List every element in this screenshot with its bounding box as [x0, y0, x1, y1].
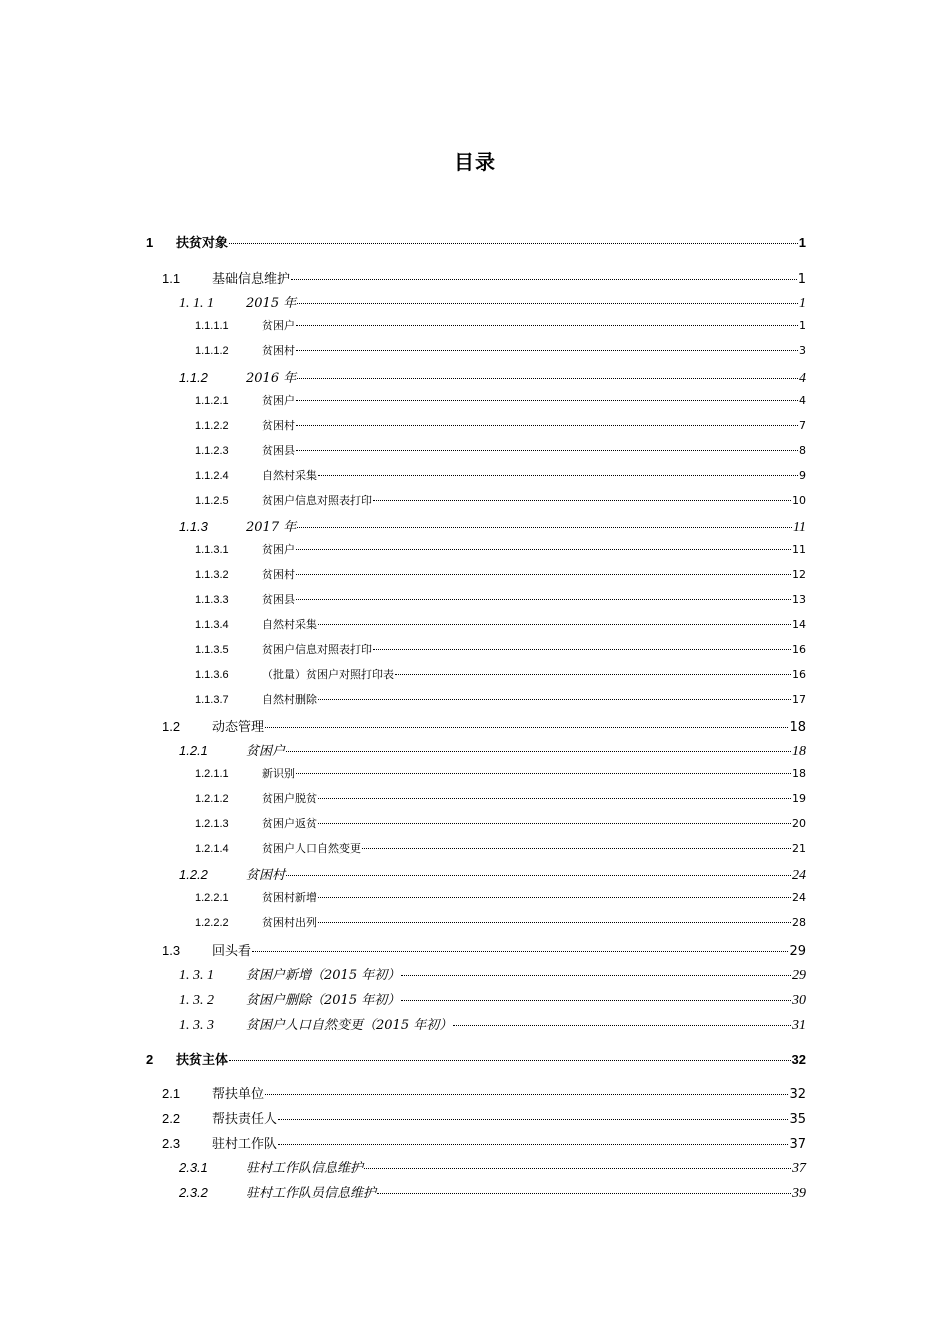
- toc-entry-label: 扶贫主体: [176, 1052, 229, 1067]
- toc-entry-label: 自然村采集: [262, 469, 317, 482]
- toc-entry-number: 1.1.3.1: [195, 544, 229, 556]
- toc-entry-page-number: 32: [791, 1052, 806, 1067]
- toc-dot-leader: [318, 798, 791, 799]
- toc-entry-number: 1.2.1.1: [195, 768, 229, 780]
- toc-entry-level-2[interactable]: [162, 1108, 806, 1126]
- toc-entry-level-4[interactable]: [195, 840, 806, 858]
- toc-dot-leader: [318, 922, 791, 923]
- toc-entry-level-4[interactable]: [195, 541, 806, 559]
- toc-entry-page-number: 4: [799, 394, 806, 407]
- toc-entry-label: 回头看: [212, 944, 252, 959]
- toc-entry-number: 1.1.3.5: [195, 644, 229, 656]
- toc-entry-label: 贫困户返贫: [262, 817, 317, 830]
- toc-dot-leader: [318, 624, 791, 625]
- toc-entry-level-3[interactable]: [179, 989, 806, 1007]
- toc-dot-leader: [395, 674, 791, 675]
- toc-entry-level-2[interactable]: [162, 940, 806, 958]
- toc-entry-page-number: 1: [798, 235, 806, 250]
- toc-dot-leader: [377, 1193, 791, 1194]
- toc-entry-level-4[interactable]: [195, 691, 806, 709]
- toc-entry-number: 2: [146, 1052, 154, 1067]
- toc-entry-page-number: 12: [792, 568, 806, 581]
- toc-dot-leader: [296, 599, 791, 600]
- toc-entry-page-number: 28: [792, 916, 806, 929]
- toc-entry-level-4[interactable]: [195, 317, 806, 335]
- toc-entry-page-number: 13: [792, 593, 806, 606]
- toc-dot-leader: [318, 823, 791, 824]
- toc-entry-label: 自然村删除: [262, 693, 317, 706]
- toc-entry-number: 1.1.3.6: [195, 669, 229, 681]
- toc-entry-level-4[interactable]: [195, 442, 806, 460]
- toc-entry-level-4[interactable]: [195, 342, 806, 360]
- toc-entry-label: 贫困村: [262, 419, 295, 432]
- toc-entry-level-4[interactable]: [195, 914, 806, 932]
- toc-dot-leader: [296, 549, 791, 550]
- toc-entry-label: （批量）贫困户对照打印表: [262, 668, 394, 681]
- toc-entry-level-4[interactable]: [195, 666, 806, 684]
- toc-entry-number: 1.2.1: [179, 743, 208, 758]
- toc-entry-level-2[interactable]: [162, 716, 806, 734]
- toc-dot-leader: [286, 875, 791, 876]
- toc-entry-number: 1.2.1.4: [195, 843, 229, 855]
- toc-entry-level-4[interactable]: [195, 641, 806, 659]
- toc-entry-label: 贫困户删除（2015 年初）: [246, 993, 401, 1008]
- toc-entry-level-2[interactable]: [162, 1133, 806, 1151]
- toc-entry-page-number: 16: [792, 643, 806, 656]
- toc-entry-label: 贫困户: [262, 319, 295, 332]
- toc-entry-label: 自然村采集: [262, 618, 317, 631]
- toc-entry-page-number: 10: [792, 494, 806, 507]
- toc-dot-leader: [373, 649, 791, 650]
- toc-entry-label: 贫困村新增: [262, 891, 317, 904]
- toc-entry-level-4[interactable]: [195, 467, 806, 485]
- toc-entry-label: 贫困县: [262, 593, 295, 606]
- toc-entry-page-number: 1: [799, 296, 806, 311]
- toc-entry-number: 1.1.1.2: [195, 345, 229, 357]
- toc-entry-level-3[interactable]: [179, 964, 806, 982]
- toc-dot-leader: [297, 303, 798, 304]
- toc-entry-label: 贫困村: [262, 344, 295, 357]
- toc-entry-level-1[interactable]: [146, 232, 806, 250]
- toc-entry-label: 2017 年: [246, 520, 297, 535]
- toc-entry-label: 2015 年: [246, 296, 297, 311]
- toc-entry-number: 1.2.2: [179, 867, 208, 882]
- toc-entry-level-2[interactable]: [162, 268, 806, 286]
- toc-entry-label: 动态管理: [212, 720, 265, 735]
- toc-entry-label: 基础信息维护: [212, 272, 291, 287]
- toc-entry-number: 2.1: [162, 1086, 181, 1101]
- toc-entry-label: 贫困户: [262, 394, 295, 407]
- toc-dot-leader: [297, 527, 792, 528]
- toc-entry-number: 1.1.2.4: [195, 470, 229, 482]
- toc-entry-number: 1.1.3: [179, 519, 208, 534]
- toc-entry-label: 扶贫对象: [176, 235, 229, 250]
- toc-entry-level-4[interactable]: [195, 790, 806, 808]
- toc-entry-number: 1.2.1.2: [195, 793, 229, 805]
- toc-entry-page-number: 3: [799, 344, 806, 357]
- toc-entry-number: 1.1.2.1: [195, 395, 229, 407]
- toc-entry-label: 贫困户信息对照表打印: [262, 494, 372, 507]
- toc-dot-leader: [229, 1060, 791, 1061]
- toc-entry-page-number: 14: [792, 618, 806, 631]
- toc-entry-page-number: 21: [792, 842, 806, 855]
- toc-entry-page-number: 37: [792, 1161, 806, 1176]
- toc-dot-leader: [296, 425, 798, 426]
- toc-entry-label: 驻村工作队员信息维护: [246, 1186, 377, 1201]
- toc-entry-number: 1.2.2.2: [195, 917, 229, 929]
- toc-entry-level-4[interactable]: [195, 492, 806, 510]
- toc-entry-number: 1.1.2: [179, 370, 208, 385]
- toc-entry-level-3[interactable]: [179, 864, 806, 882]
- toc-entry-page-number: 29: [789, 944, 806, 959]
- toc-entry-label: 贫困户: [246, 744, 286, 759]
- toc-entry-page-number: 32: [789, 1087, 806, 1102]
- toc-entry-level-3[interactable]: [179, 1157, 806, 1175]
- toc-entry-level-4[interactable]: [195, 889, 806, 907]
- toc-entry-page-number: 11: [793, 520, 806, 535]
- toc-dot-leader: [296, 325, 798, 326]
- toc-entry-level-3[interactable]: [179, 367, 806, 385]
- toc-entry-label: 新识别: [262, 767, 295, 780]
- toc-entry-number: 1.2.1.3: [195, 818, 229, 830]
- toc-entry-number: 2.2: [162, 1111, 181, 1126]
- toc-dot-leader: [373, 500, 791, 501]
- toc-entry-label: 2016 年: [246, 371, 297, 386]
- toc-entry-number: 1.3: [162, 943, 181, 958]
- toc-entry-number: 1.1.2.3: [195, 445, 229, 457]
- toc-entry-page-number: 20: [792, 817, 806, 830]
- toc-entry-label: 贫困县: [262, 444, 295, 457]
- toc-entry-label: 驻村工作队: [212, 1137, 278, 1152]
- toc-entry-label: 驻村工作队信息维护: [246, 1161, 364, 1176]
- toc-entry-page-number: 18: [792, 744, 806, 759]
- toc-entry-level-1[interactable]: [146, 1049, 806, 1067]
- toc-entry-label: 帮扶单位: [212, 1087, 265, 1102]
- toc-entry-number: 1.2.2.1: [195, 892, 229, 904]
- toc-entry-number: 1.1.1.1: [195, 320, 229, 332]
- toc-entry-level-4[interactable]: [195, 417, 806, 435]
- toc-entry-label: 贫困村出列: [262, 916, 317, 929]
- toc-entry-page-number: 4: [799, 371, 806, 386]
- toc-entry-number: 1: [146, 235, 154, 250]
- toc-entry-page-number: 29: [792, 968, 806, 983]
- toc-entry-label: 贫困村: [262, 568, 295, 581]
- toc-dot-leader: [296, 400, 798, 401]
- toc-entry-number: 2.3.1: [179, 1160, 208, 1175]
- toc-entry-number: 1. 3. 2: [179, 993, 214, 1008]
- toc-entry-number: 1. 1. 1: [179, 296, 214, 311]
- toc-entry-level-3[interactable]: [179, 1014, 806, 1032]
- toc-entry-number: 1. 3. 3: [179, 1018, 214, 1033]
- toc-dot-leader: [296, 450, 798, 451]
- toc-dot-leader: [296, 773, 791, 774]
- toc-entry-number: 1.1.3.7: [195, 694, 229, 706]
- toc-dot-leader: [278, 1119, 788, 1120]
- toc-entry-page-number: 31: [792, 1018, 806, 1033]
- toc-entry-level-3[interactable]: [179, 516, 806, 534]
- toc-entry-label: 贫困户新增（2015 年初）: [246, 968, 401, 983]
- toc-entry-label: 贫困村: [246, 868, 286, 883]
- toc-entry-number: 1.1.2.5: [195, 495, 229, 507]
- toc-entry-page-number: 35: [789, 1112, 806, 1127]
- toc-entry-label: 贫困户信息对照表打印: [262, 643, 372, 656]
- toc-entry-label: 贫困户人口自然变更（2015 年初）: [246, 1018, 453, 1033]
- toc-entry-number: 1.1.2.2: [195, 420, 229, 432]
- toc-entry-page-number: 11: [792, 543, 806, 556]
- toc-entry-page-number: 18: [792, 767, 806, 780]
- toc-entry-label: 贫困户: [262, 543, 295, 556]
- toc-entry-level-4[interactable]: [195, 566, 806, 584]
- toc-entry-label: 帮扶责任人: [212, 1112, 278, 1127]
- toc-entry-page-number: 30: [792, 993, 806, 1008]
- toc-dot-leader: [297, 378, 798, 379]
- toc-dot-leader: [318, 897, 791, 898]
- toc-dot-leader: [401, 975, 791, 976]
- toc-entry-page-number: 1: [799, 319, 806, 332]
- toc-dot-leader: [265, 1094, 788, 1095]
- toc-entry-level-3[interactable]: [179, 1182, 806, 1200]
- toc-dot-leader: [318, 699, 791, 700]
- toc-entry-page-number: 7: [799, 419, 806, 432]
- toc-dot-leader: [278, 1144, 788, 1145]
- toc-dot-leader: [296, 574, 791, 575]
- toc-entry-level-3[interactable]: [179, 740, 806, 758]
- toc-dot-leader: [229, 243, 798, 244]
- toc-dot-leader: [286, 751, 791, 752]
- toc-entry-number: 1.1.3.4: [195, 619, 229, 631]
- toc-entry-number: 1.2: [162, 719, 181, 734]
- toc-entry-page-number: 18: [789, 720, 806, 735]
- toc-dot-leader: [265, 727, 788, 728]
- toc-entry-page-number: 16: [792, 668, 806, 681]
- toc-entry-level-4[interactable]: [195, 616, 806, 634]
- toc-entry-page-number: 1: [797, 272, 806, 287]
- toc-entry-page-number: 24: [792, 868, 806, 883]
- toc-entry-page-number: 37: [789, 1137, 806, 1152]
- toc-entry-number: 1.1.3.2: [195, 569, 229, 581]
- toc-entry-level-4[interactable]: [195, 765, 806, 783]
- toc-dot-leader: [364, 1168, 791, 1169]
- toc-dot-leader: [296, 350, 798, 351]
- toc-entry-page-number: 8: [799, 444, 806, 457]
- toc-title: 目录: [454, 150, 496, 174]
- toc-entry-level-3[interactable]: [179, 292, 806, 310]
- toc-dot-leader: [401, 1000, 791, 1001]
- toc-dot-leader: [362, 848, 791, 849]
- toc-entry-number: 1. 3. 1: [179, 968, 214, 983]
- toc-entry-page-number: 17: [792, 693, 806, 706]
- toc-entry-level-4[interactable]: [195, 392, 806, 410]
- toc-entry-page-number: 9: [799, 469, 806, 482]
- toc-entry-number: 2.3: [162, 1136, 181, 1151]
- toc-dot-leader: [252, 951, 788, 952]
- toc-entry-page-number: 39: [792, 1186, 806, 1201]
- toc-entry-number: 2.3.2: [179, 1185, 208, 1200]
- toc-dot-leader: [291, 279, 797, 280]
- toc-entry-number: 1.1.3.3: [195, 594, 229, 606]
- toc-dot-leader: [318, 475, 798, 476]
- toc-entry-level-2[interactable]: [162, 1083, 806, 1101]
- toc-entry-label: 贫困户脱贫: [262, 792, 317, 805]
- toc-entry-level-4[interactable]: [195, 591, 806, 609]
- toc-entry-level-4[interactable]: [195, 815, 806, 833]
- toc-entry-page-number: 19: [792, 792, 806, 805]
- toc-entry-number: 1.1: [162, 271, 181, 286]
- toc-dot-leader: [453, 1025, 791, 1026]
- toc-entry-page-number: 24: [792, 891, 806, 904]
- toc-entry-label: 贫困户人口自然变更: [262, 842, 361, 855]
